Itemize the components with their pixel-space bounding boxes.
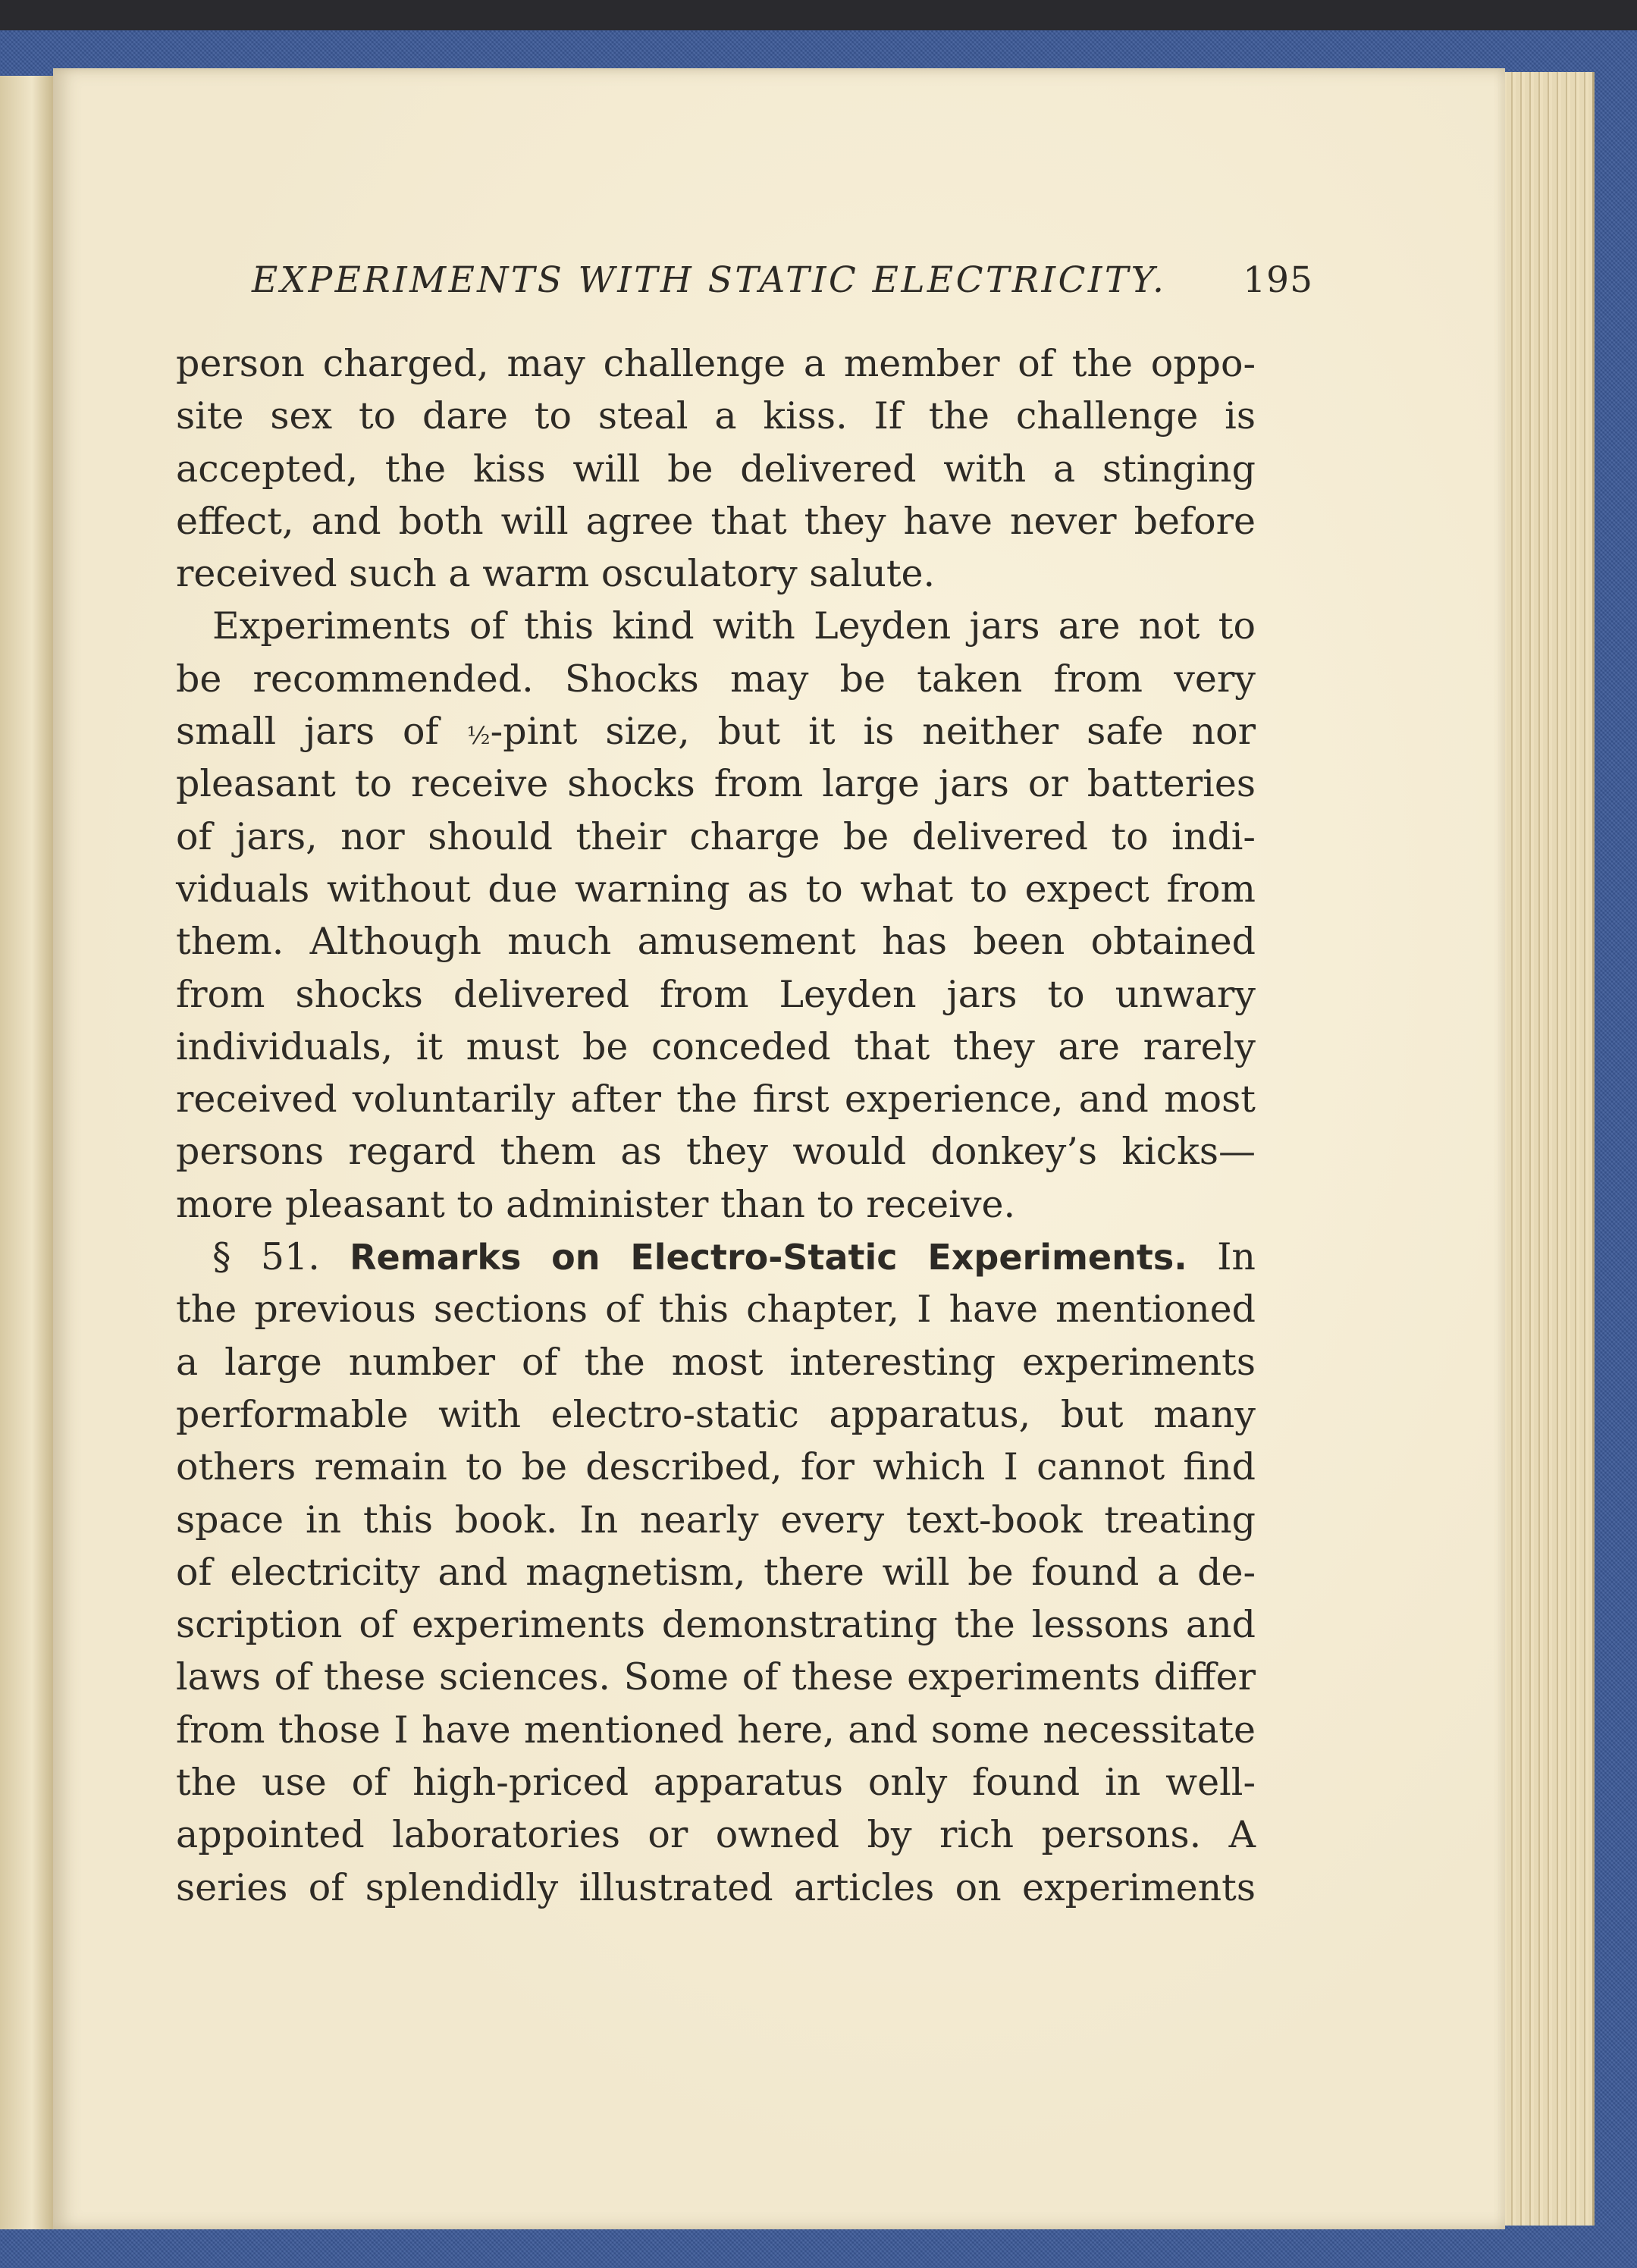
text-line: person charged, may challenge a member of the oppo- [176, 342, 1256, 385]
text-line: others remain to be described, for which I cannot find [176, 1445, 1256, 1489]
text-line: the use of high-priced apparatus only found in well- [176, 1761, 1256, 1805]
text-line: received such a warm osculatory salute. [176, 552, 936, 596]
left-page-edge [0, 76, 53, 2229]
page-number: 195 [1243, 259, 1313, 301]
text-line: laws of these sciences. Some of these experiments differ [176, 1655, 1256, 1699]
section-number: § 51. [212, 1235, 320, 1279]
text-line: accepted, the kiss will be delivered with a stinging [176, 447, 1256, 491]
text-line: effect, and both will agree that they have never before [176, 499, 1256, 543]
section-heading: Remarks on Electro-Static Experiments. [350, 1237, 1187, 1278]
text-line: received voluntarily after the first experience, and most [176, 1078, 1256, 1121]
page-block-edges [1497, 72, 1595, 2226]
text-line: from shocks delivered from Leyden jars to unwary [176, 972, 1256, 1016]
text-line: more pleasant to administer than to receive. [176, 1182, 1016, 1226]
text-line: a large number of the most interesting experiments [176, 1340, 1256, 1384]
text-line: persons regard them as they would donkey’s kicks— [176, 1130, 1256, 1174]
text-fragment: In [1217, 1235, 1256, 1279]
book-page [53, 68, 1505, 2229]
fraction-half: ½ [466, 721, 491, 751]
text-line: appointed laboratories or owned by rich persons. A [176, 1813, 1256, 1857]
page-body [176, 337, 1256, 1914]
text-line: the previous sections of this chapter, I have mentioned [176, 1288, 1256, 1332]
section-heading-line [176, 1231, 1256, 1283]
running-head-title: EXPERIMENTS WITH STATIC ELECTRICITY. [252, 259, 1167, 301]
text-line: them. Although much amusement has been obtained [176, 920, 1256, 964]
text-line: space in this book. In nearly every text-book treating [176, 1498, 1256, 1542]
text-line: viduals without due warning as to what to expect from [176, 867, 1256, 911]
text-fragment: -pint size, but it is neither safe nor [490, 710, 1256, 754]
text-line: be recommended. Shocks may be taken from very [176, 657, 1256, 701]
text-line: scription of experiments demonstrating the lessons and [176, 1603, 1256, 1647]
text-line-fraction [176, 705, 1256, 758]
text-line: performable with electro-static apparatus, but many [176, 1392, 1256, 1436]
text-line: individuals, it must be conceded that they are rarely [176, 1024, 1256, 1068]
text-line: site sex to dare to steal a kiss. If the challenge is [176, 394, 1256, 438]
text-fragment: small jars of [176, 710, 467, 754]
text-line: pleasant to receive shocks from large jars or batteries [176, 762, 1256, 806]
text-line: series of splendidly illustrated articles on experiments [176, 1865, 1256, 1909]
text-line: of jars, nor should their charge be delivered to indi- [176, 814, 1256, 858]
text-line: Experiments of this kind with Leyden jars are not to [212, 604, 1256, 648]
text-line: from those I have mentioned here, and some necessitate [176, 1708, 1256, 1752]
text-line: of electricity and magnetism, there will be found a de- [176, 1550, 1256, 1594]
running-header [252, 258, 1313, 303]
